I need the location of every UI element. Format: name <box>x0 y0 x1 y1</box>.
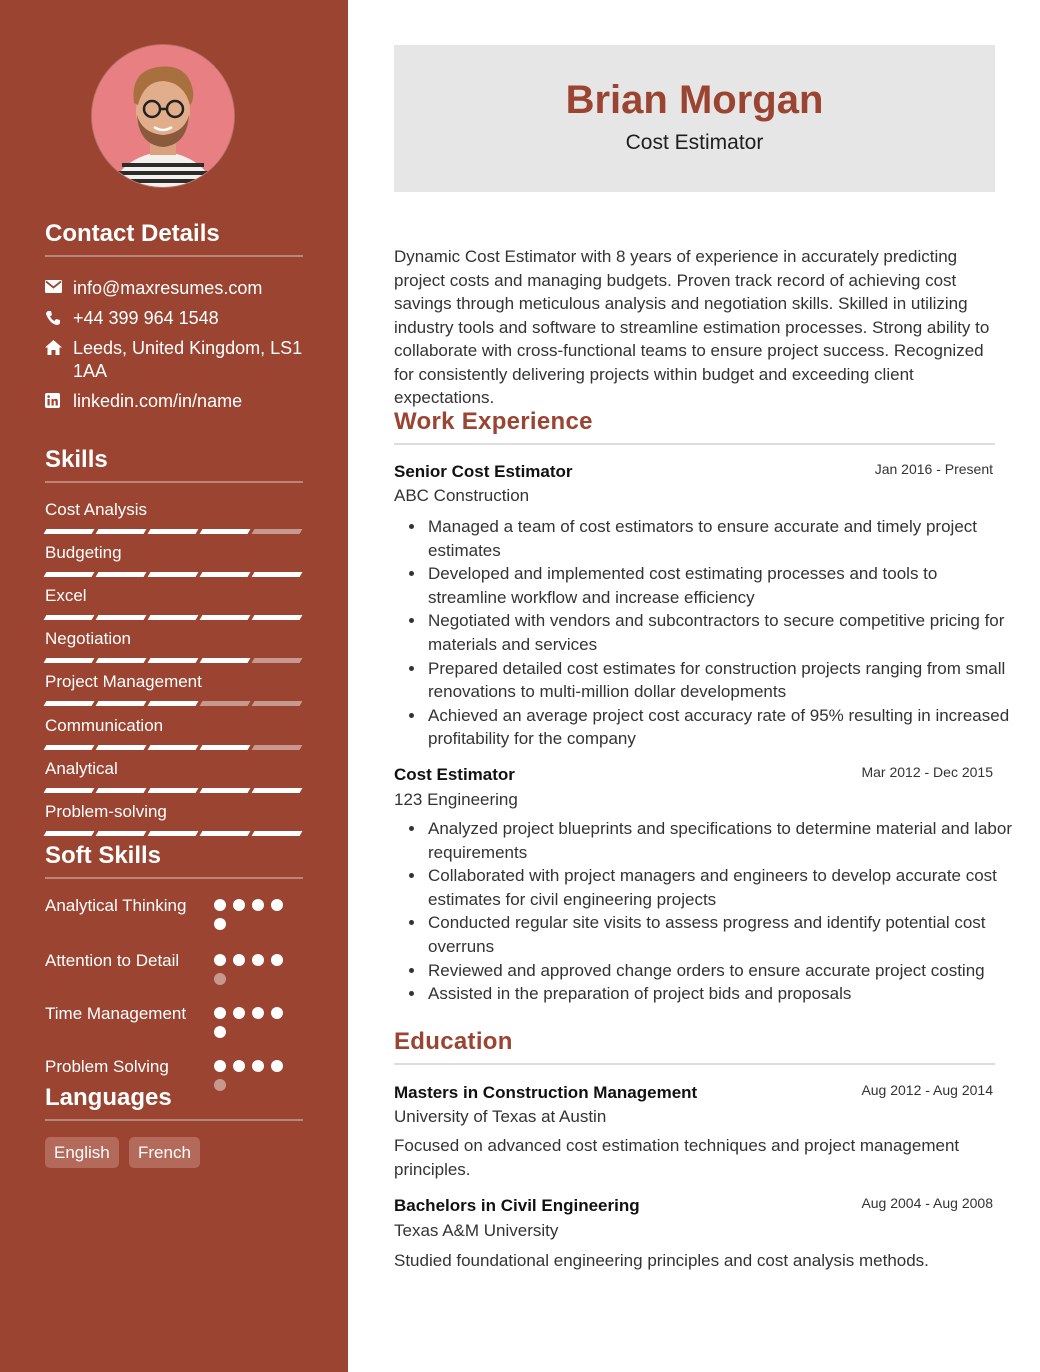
job-title: Cost Estimator <box>394 765 515 784</box>
skill-level-segment <box>252 831 303 836</box>
soft-skill-label: Problem Solving <box>45 1057 169 1076</box>
skill-level-segment <box>44 745 95 750</box>
soft-skill-rating <box>214 954 294 985</box>
skill-level-segment <box>96 658 147 663</box>
soft-skill-label: Analytical Thinking <box>45 896 187 915</box>
skill-label: Budgeting <box>45 543 122 563</box>
skill-level-segment <box>252 572 303 577</box>
home-icon <box>45 337 73 383</box>
list-item: • Negotiated with vendors and subcontractors to secure competitive pricing for materials and services <box>426 609 1014 656</box>
soft-skill-rating <box>214 899 294 930</box>
contact-email-text: info@maxresumes.com <box>73 278 263 298</box>
list-item: • Prepared detailed cost estimates for construction projects ranging from small renovations to multi-million dollar developments <box>426 657 1014 704</box>
skill-level-segment <box>252 788 303 793</box>
skill-level-segment <box>200 658 251 663</box>
rating-dot <box>214 899 226 911</box>
skill-level-segment <box>252 529 303 534</box>
languages-section-title: Languages <box>45 1084 303 1121</box>
skill-level-segment <box>200 745 251 750</box>
skill-label: Negotiation <box>45 629 132 649</box>
list-item: • Conducted regular site visits to assess progress and identify potential cost overruns <box>426 911 1014 958</box>
rating-dot <box>252 899 264 911</box>
contact-section-title: Contact Details <box>45 220 303 257</box>
skill-level-segment <box>200 831 251 836</box>
skill-level-segment <box>44 701 95 706</box>
rating-dot <box>233 899 245 911</box>
skill-level-segment <box>96 745 147 750</box>
skill-label: Project Management <box>45 672 202 692</box>
skill-level-segment <box>148 788 199 793</box>
list-item: • Developed and implemented cost estimating processes and tools to streamline workflow and increase efficiency <box>426 562 1014 609</box>
sidebar <box>0 0 348 1372</box>
skill-level-segment <box>252 615 303 620</box>
skill-level-segment <box>96 788 147 793</box>
skill-level-segment <box>148 615 199 620</box>
rating-dot <box>214 954 226 966</box>
skill-level-segment <box>148 658 199 663</box>
rating-dot <box>214 973 226 985</box>
skill-label: Problem-solving <box>45 801 167 821</box>
skill-level-segment <box>148 831 199 836</box>
skill-level-segment <box>252 701 303 706</box>
skill-level-segment <box>200 788 251 793</box>
rating-dot <box>252 1060 264 1072</box>
contact-email[interactable] <box>45 277 303 300</box>
job-bullets <box>408 515 1014 751</box>
rating-dot <box>271 1007 283 1019</box>
candidate-role: Cost Estimator <box>625 131 764 154</box>
profile-summary: Dynamic Cost Estimator with 8 years of experience in accurately predicting project costs and managing budgets. Proven track record of achieving cost savings through meticulous analysis and negotiation skills. Skilled in utilizing industry tools and software to streamline estimation processes. Strong ability to collaborate with cross-functional teams to ensure project success. Recognized for consistently delivering projects within budget and exceeding client expectations. <box>394 247 990 407</box>
skill-level-segment <box>200 529 251 534</box>
skill-label: Excel <box>45 586 87 606</box>
skill-label: Analytical <box>45 758 118 778</box>
list-item: • Managed a team of cost estimators to ensure accurate and timely project estimates <box>426 515 1014 562</box>
rating-dot <box>271 1060 283 1072</box>
skills-section-title: Skills <box>45 446 303 483</box>
skill-level-bar <box>45 831 301 836</box>
rating-dot <box>233 1060 245 1072</box>
rating-dot <box>252 954 264 966</box>
skill-level-segment <box>44 658 95 663</box>
list-item: • Achieved an average project cost accuracy rate of 95% resulting in increased profitability for the company <box>426 704 1014 751</box>
skill-level-segment <box>148 572 199 577</box>
envelope-icon <box>45 277 73 300</box>
contact-address-text: Leeds, United Kingdom, LS1 1AA <box>73 338 303 381</box>
skill-level-segment <box>96 701 147 706</box>
candidate-name: Brian Morgan <box>565 78 824 122</box>
rating-dot <box>214 918 226 930</box>
degree-dates: Aug 2004 - Aug 2008 <box>861 1195 993 1211</box>
rating-dot <box>271 899 283 911</box>
work-section-title: Work Experience <box>394 408 995 445</box>
skill-level-segment <box>44 615 95 620</box>
education-section-title: Education <box>394 1028 995 1065</box>
skill-level-bar <box>45 529 301 534</box>
header-banner <box>394 45 995 192</box>
skill-level-segment <box>200 572 251 577</box>
skill-label: Communication <box>45 715 164 735</box>
rating-dot <box>233 1007 245 1019</box>
skill-level-segment <box>148 745 199 750</box>
job-dates: Mar 2012 - Dec 2015 <box>861 764 993 780</box>
skill-label: Cost Analysis <box>45 500 148 519</box>
rating-dot <box>214 1060 226 1072</box>
job-company: 123 Engineering <box>394 790 518 809</box>
degree-title: Bachelors in Civil Engineering <box>394 1196 640 1215</box>
contact-address <box>45 337 303 383</box>
degree-description: Focused on advanced cost estimation techniques and project management principles. <box>394 1136 960 1179</box>
list-item: • Assisted in the preparation of project bids and proposals <box>426 982 1014 1006</box>
soft-skill-rating <box>214 1007 294 1038</box>
skill-level-segment <box>96 529 147 534</box>
job-dates: Jan 2016 - Present <box>874 461 993 477</box>
contact-linkedin[interactable] <box>45 390 303 413</box>
skill-level-bar <box>45 615 301 620</box>
language-chip: English <box>45 1137 119 1168</box>
skill-level-segment <box>96 615 147 620</box>
skill-level-segment <box>148 529 199 534</box>
contact-phone[interactable] <box>45 307 303 330</box>
school-name: Texas A&M University <box>394 1221 559 1240</box>
phone-icon <box>45 307 73 330</box>
skill-level-bar <box>45 745 301 750</box>
skill-level-segment <box>44 572 95 577</box>
skill-level-segment <box>96 831 147 836</box>
linkedin-icon <box>45 390 73 413</box>
skill-level-segment <box>200 615 251 620</box>
skill-level-segment <box>252 745 303 750</box>
skill-level-segment <box>148 701 199 706</box>
skill-level-segment <box>96 572 147 577</box>
rating-dot <box>252 1007 264 1019</box>
language-chip: French <box>129 1137 200 1168</box>
skill-level-segment <box>252 658 303 663</box>
degree-dates: Aug 2012 - Aug 2014 <box>861 1082 993 1098</box>
rating-dot <box>214 1026 226 1038</box>
skill-level-bar <box>45 572 301 577</box>
rating-dot <box>271 954 283 966</box>
job-company: ABC Construction <box>394 486 530 505</box>
profile-photo <box>92 45 234 187</box>
rating-dot <box>214 1007 226 1019</box>
soft-skill-label: Time Management <box>45 1004 187 1023</box>
contact-linkedin-text: linkedin.com/in/name <box>73 391 243 411</box>
skill-level-bar <box>45 788 301 793</box>
job-title: Senior Cost Estimator <box>394 462 573 481</box>
list-item: • Analyzed project blueprints and specifications to determine material and labor requirements <box>426 817 1014 864</box>
skill-level-bar <box>45 701 301 706</box>
skill-level-segment <box>44 529 95 534</box>
skill-level-segment <box>44 831 95 836</box>
skill-level-bar <box>45 658 301 663</box>
school-name: University of Texas at Austin <box>394 1107 607 1126</box>
soft-skills-section-title: Soft Skills <box>45 842 303 879</box>
job-bullets <box>408 817 1014 1006</box>
soft-skill-label: Attention to Detail <box>45 951 180 970</box>
list-item: • Collaborated with project managers and engineers to develop accurate cost estimates for civil engineering projects <box>426 864 1014 911</box>
list-item: • Reviewed and approved change orders to ensure accurate project costing <box>426 959 1014 983</box>
skill-level-segment <box>200 701 251 706</box>
rating-dot <box>233 954 245 966</box>
degree-description: Studied foundational engineering principles and cost analysis methods. <box>394 1251 929 1270</box>
degree-title: Masters in Construction Management <box>394 1083 698 1102</box>
skill-level-segment <box>44 788 95 793</box>
contact-phone-text: +44 399 964 1548 <box>73 308 219 328</box>
